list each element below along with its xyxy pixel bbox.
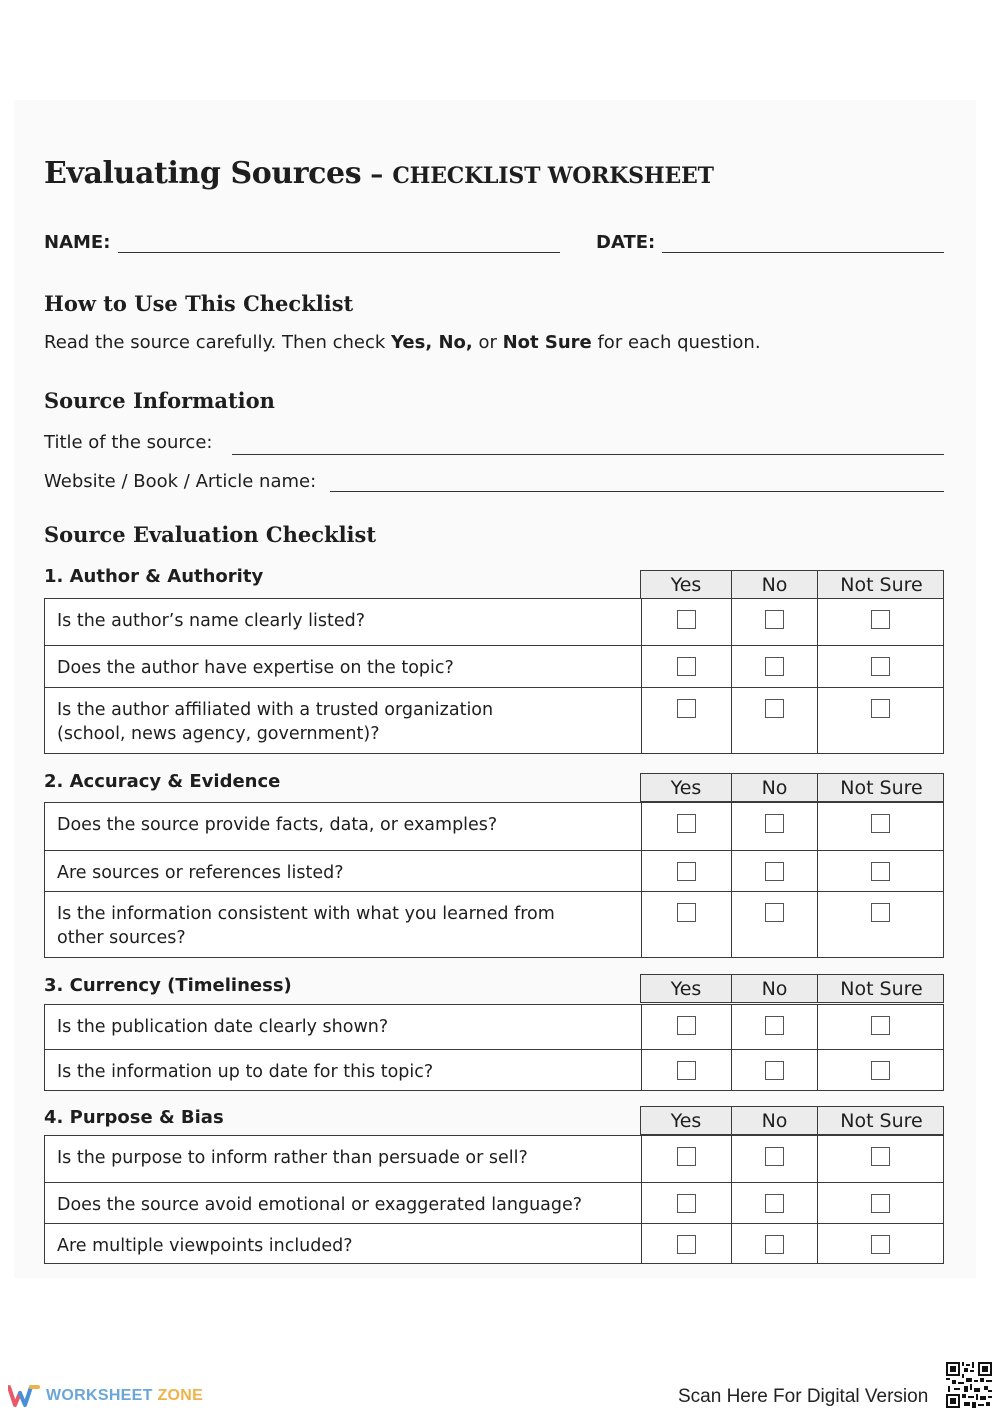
column-header-yes: Yes (670, 573, 702, 596)
column-header-not-sure: Not Sure (817, 571, 945, 598)
source-info-heading: Source Information (44, 388, 275, 413)
column-header (640, 974, 944, 1003)
table-row (45, 1005, 943, 1049)
yes-checkbox[interactable] (677, 657, 696, 676)
section-title: 2. Accuracy & Evidence (44, 771, 281, 792)
worksheet-title: Evaluating Sources – CHECKLIST WORKSHEET (44, 156, 714, 191)
question-text: Is the information consistent with what you learned from other sources? (57, 904, 555, 948)
table-row (45, 1049, 943, 1090)
source-title-label: Title of the source: (44, 432, 213, 453)
question-text: Does the source provide facts, data, or examples? (57, 815, 498, 835)
column-header (640, 1106, 944, 1135)
yes-checkbox[interactable] (677, 699, 696, 718)
no-checkbox[interactable] (765, 1194, 784, 1213)
name-field-line[interactable] (118, 252, 560, 253)
checklist-heading: Source Evaluation Checklist (44, 522, 377, 547)
no-checkbox[interactable] (765, 1016, 784, 1035)
w-logo-icon (8, 1384, 40, 1408)
website-name-field-line[interactable] (330, 491, 944, 492)
question-text: Are sources or references listed? (57, 863, 344, 883)
table-row (45, 803, 943, 850)
no-checkbox[interactable] (765, 1147, 784, 1166)
brand-name: WORKSHEET ZONE (46, 1387, 204, 1404)
column-header-yes: Yes (670, 977, 702, 1000)
column-header-no: No (731, 571, 817, 598)
no-checkbox[interactable] (765, 657, 784, 676)
column-header-not-sure: Not Sure (817, 1107, 945, 1134)
not-sure-checkbox[interactable] (871, 1061, 890, 1080)
table-row (45, 1136, 943, 1182)
no-checkbox[interactable] (765, 1235, 784, 1254)
not-sure-checkbox[interactable] (871, 610, 890, 629)
no-checkbox[interactable] (765, 814, 784, 833)
section-title: 4. Purpose & Bias (44, 1107, 224, 1128)
question-text: Does the source avoid emotional or exaggerated language? (57, 1195, 583, 1215)
how-to-instructions: Read the source carefully. Then check Yes, No, or Not Sure for each question. (44, 332, 761, 353)
checklist-table-author (44, 598, 944, 754)
table-row (45, 1223, 943, 1263)
source-title-field-line[interactable] (232, 454, 944, 455)
scan-here-text: Scan Here For Digital Version (678, 1386, 929, 1407)
not-sure-checkbox[interactable] (871, 699, 890, 718)
qr-code-icon[interactable] (946, 1362, 992, 1408)
question-text: Is the information up to date for this topic? (57, 1062, 434, 1082)
not-sure-checkbox[interactable] (871, 1147, 890, 1166)
section-title: 1. Author & Authority (44, 566, 264, 587)
column-header-not-sure: Not Sure (817, 975, 945, 1002)
yes-checkbox[interactable] (677, 1016, 696, 1035)
table-row (45, 645, 943, 687)
yes-checkbox[interactable] (677, 1147, 696, 1166)
date-field-line[interactable] (662, 252, 944, 253)
column-header-yes: Yes (670, 776, 702, 799)
not-sure-checkbox[interactable] (871, 657, 890, 676)
checklist-table-currency (44, 1004, 944, 1091)
yes-checkbox[interactable] (677, 610, 696, 629)
column-header-no: No (731, 1107, 817, 1134)
column-header-not-sure: Not Sure (817, 774, 945, 801)
not-sure-checkbox[interactable] (871, 1016, 890, 1035)
yes-checkbox[interactable] (677, 862, 696, 881)
table-row (45, 891, 943, 957)
table-row (45, 850, 943, 891)
yes-checkbox[interactable] (677, 1061, 696, 1080)
not-sure-checkbox[interactable] (871, 1194, 890, 1213)
worksheet-zone-logo[interactable] (8, 1384, 203, 1408)
not-sure-checkbox[interactable] (871, 903, 890, 922)
question-text: Is the author affiliated with a trusted organization (school, news agency, government)? (57, 700, 494, 744)
column-header-no: No (731, 774, 817, 801)
date-label: DATE: (596, 232, 656, 253)
no-checkbox[interactable] (765, 862, 784, 881)
how-to-heading: How to Use This Checklist (44, 291, 354, 316)
column-header-no: No (731, 975, 817, 1002)
yes-checkbox[interactable] (677, 814, 696, 833)
table-row (45, 1182, 943, 1223)
checklist-table-purpose (44, 1135, 944, 1264)
section-title: 3. Currency (Timeliness) (44, 975, 292, 996)
question-text: Is the purpose to inform rather than persuade or sell? (57, 1148, 528, 1168)
yes-checkbox[interactable] (677, 903, 696, 922)
question-text: Are multiple viewpoints included? (57, 1236, 353, 1256)
table-row (45, 599, 943, 645)
question-text: Is the author’s name clearly listed? (57, 611, 366, 631)
not-sure-checkbox[interactable] (871, 1235, 890, 1254)
website-name-label: Website / Book / Article name: (44, 471, 317, 492)
no-checkbox[interactable] (765, 1061, 784, 1080)
name-label: NAME: (44, 232, 111, 253)
no-checkbox[interactable] (765, 610, 784, 629)
no-checkbox[interactable] (765, 699, 784, 718)
not-sure-checkbox[interactable] (871, 814, 890, 833)
yes-checkbox[interactable] (677, 1194, 696, 1213)
table-row (45, 687, 943, 753)
no-checkbox[interactable] (765, 903, 784, 922)
column-header-yes: Yes (670, 1109, 702, 1132)
question-text: Is the publication date clearly shown? (57, 1017, 389, 1037)
checklist-table-accuracy (44, 802, 944, 958)
not-sure-checkbox[interactable] (871, 862, 890, 881)
column-header (640, 570, 944, 599)
question-text: Does the author have expertise on the topic? (57, 658, 454, 678)
column-header (640, 773, 944, 802)
yes-checkbox[interactable] (677, 1235, 696, 1254)
